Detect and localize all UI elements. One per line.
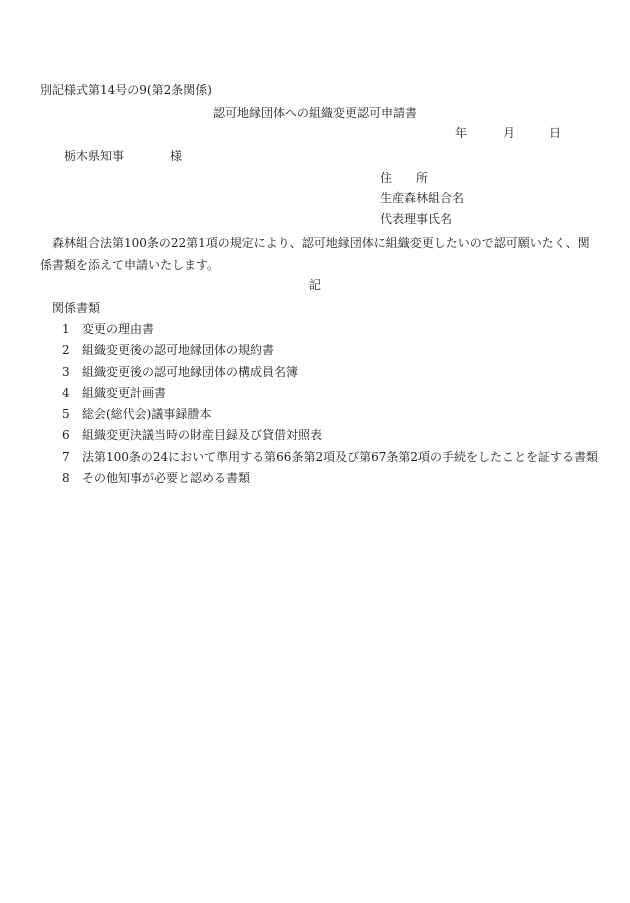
list-item-number: 5 <box>62 407 70 422</box>
list-item <box>62 365 598 386</box>
list-item-text: 組織変更決議当時の財産目録及び貸借対照表 <box>82 428 323 443</box>
list-item-text: その他知事が必要と認める書類 <box>82 471 251 486</box>
representative-label: 代表理事氏名 <box>380 212 453 226</box>
association-name-label: 生産森林組合名 <box>380 191 465 205</box>
list-item-number: 3 <box>62 364 70 379</box>
date-month-label: 月 <box>503 126 516 140</box>
documents-heading: 関係書類 <box>52 301 101 315</box>
list-item <box>62 322 598 343</box>
address-label-char-1: 住 <box>380 171 393 185</box>
list-item-text: 総会(総代会)議事録謄本 <box>82 407 212 422</box>
list-item-text: 組織変更計画書 <box>82 385 167 400</box>
list-item-number: 8 <box>62 471 70 486</box>
list-item <box>62 407 598 428</box>
list-item-number: 2 <box>62 343 70 358</box>
document-title: 認可地縁団体への組織変更認可申請書 <box>212 106 417 120</box>
date-year-label: 年 <box>455 126 468 140</box>
list-item-text: 組織変更後の認可地縁団体の規約書 <box>82 343 275 358</box>
list-item-text: 法第100条の24において準用する第66条第2項及び第67条第2項の手続をしたことを証する書類 <box>82 449 598 464</box>
address-label-char-2: 所 <box>416 171 429 185</box>
list-item-text: 組織変更後の認可地縁団体の構成員名簿 <box>82 364 299 379</box>
list-item <box>62 450 598 471</box>
list-item <box>62 471 598 492</box>
list-item <box>62 428 598 449</box>
date-day-label: 日 <box>549 126 562 140</box>
list-item <box>62 386 598 407</box>
list-item-number: 6 <box>62 428 70 443</box>
addressee-name: 栃木県知事 <box>64 149 125 163</box>
addressee <box>64 149 204 163</box>
addressee-honorific: 様 <box>170 149 183 163</box>
list-item-text: 変更の理由書 <box>82 322 155 336</box>
ki-heading: 記 <box>308 278 321 292</box>
list-item <box>62 343 598 364</box>
address-label <box>380 171 428 185</box>
list-item-number: 4 <box>62 385 70 400</box>
form-number: 別記様式第14号の9(第2条関係) <box>40 83 212 97</box>
list-item-number: 7 <box>62 449 70 464</box>
application-statement: 森林組合法第100条の22第1項の規定により、認可地縁団体に組織変更したいので認可願いたく、関係書類を添えて申請いたします。 <box>40 236 590 272</box>
documents-list <box>62 322 598 492</box>
list-item-number: 1 <box>62 322 70 336</box>
